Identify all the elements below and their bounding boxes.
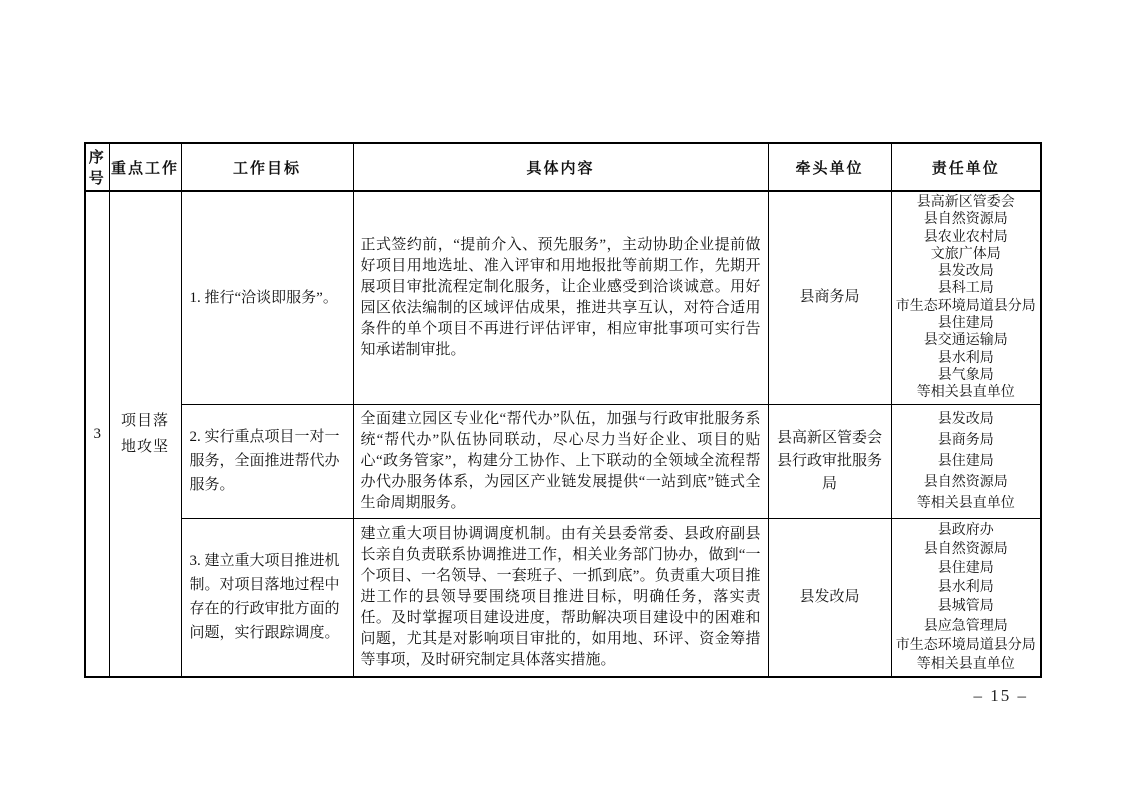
objective-cell: 2. 实行重点项目一对一服务，全面推进帮代办服务。	[181, 404, 353, 518]
unit-line: 县水利局	[937, 350, 994, 366]
table-header-row	[85, 143, 1041, 191]
unit-line: 县应急管理局	[923, 618, 1008, 634]
unit-line: 县高新区管委会	[776, 429, 882, 446]
index-cell: 3	[85, 191, 109, 677]
unit-line: 市生态环境局道县分局	[895, 298, 1036, 314]
unit-line: 市生态环境局道县分局	[895, 637, 1036, 653]
key-work-label: 项目落地攻坚	[121, 413, 170, 456]
unit-line: 县自然资源局	[923, 541, 1008, 557]
unit-line: 等相关县直单位	[916, 495, 1015, 511]
lead-unit-cell	[768, 191, 891, 404]
lead-unit-cell	[768, 404, 891, 518]
responsible-units-cell	[891, 404, 1041, 518]
key-work-cell	[109, 191, 181, 677]
unit-line: 文旅广体局	[930, 246, 1001, 262]
unit-line: 等相关县直单位	[916, 385, 1015, 401]
responsible-units-cell	[891, 191, 1041, 404]
unit-line: 县住建局	[937, 560, 994, 576]
unit-line: 县住建局	[937, 453, 994, 469]
unit-line: 县商务局	[799, 289, 860, 306]
unit-line: 县商务局	[937, 432, 994, 448]
page-number: – 15 –	[973, 686, 1028, 705]
unit-line: 等相关县直单位	[916, 656, 1015, 672]
content-cell: 建立重大项目协调调度机制。由有关县委常委、县政府副县长亲自负责联系协调推进工作，相关业务部门协办，做到“一个项目、一名领导、一套班子、一抓到底”。负责重大项目推进工作的县领导要围绕项目推进目标，明确任务，落实责任。及时掌握项目建设进度，帮助解决项目建设中的困难和问题，尤其是对影响项目审批的，如用地、环评、资金筹措等事项，及时研究制定具体落实措施。	[353, 518, 768, 677]
unit-line: 县水利局	[937, 580, 994, 596]
work-plan-table	[84, 142, 1042, 678]
col-header-objective: 工作目标	[181, 143, 353, 191]
unit-line: 县自然资源局	[923, 474, 1008, 490]
unit-line: 县高新区管委会	[916, 195, 1015, 210]
unit-line: 县住建局	[937, 316, 994, 332]
table-row	[85, 518, 1041, 677]
col-header-index: 序号	[85, 143, 109, 191]
unit-line: 县发改局	[937, 264, 994, 280]
table-row	[85, 404, 1041, 518]
unit-line: 县交通运输局	[923, 333, 1008, 349]
responsible-units-cell	[891, 518, 1041, 677]
content-cell: 正式签约前，“提前介入、预先服务”，主动协助企业提前做好项目用地选址、准入评审和用地报批等前期工作，先期开展项目审批流程定制化服务，让企业感受到洽谈诚意。用好园区依法编制的区域评估成果，推进共享互认，对符合适用条件的单个项目不再进行评估评审，相应审批事项可实行告知承诺制审批。	[353, 191, 768, 404]
unit-line: 县气象局	[937, 367, 994, 383]
table-row	[85, 191, 1041, 404]
col-header-content: 具体内容	[353, 143, 768, 191]
objective-cell: 1. 推行“洽谈即服务”。	[181, 191, 353, 404]
col-header-key-work: 重点工作	[109, 143, 181, 191]
col-header-responsible-unit: 责任单位	[891, 143, 1041, 191]
unit-line: 县农业农村局	[923, 229, 1008, 245]
unit-line: 县行政审批服务局	[776, 452, 882, 492]
content-cell: 全面建立园区专业化“帮代办”队伍，加强与行政审批服务系统“帮代办”队伍协同联动，尽心尽力当好企业、项目的贴心“政务管家”，构建分工协作、上下联动的全领域全流程帮办代办服务体系，为园区产业链发展提供“一站到底”链式全生命周期服务。	[353, 404, 768, 518]
unit-line: 县政府办	[937, 522, 994, 538]
unit-line: 县发改局	[799, 588, 860, 605]
unit-line: 县科工局	[937, 281, 994, 297]
col-header-lead-unit: 牵头单位	[768, 143, 891, 191]
objective-cell: 3. 建立重大项目推进机制。对项目落地过程中存在的行政审批方面的问题，实行跟踪调度。	[181, 518, 353, 677]
unit-line: 县城管局	[937, 599, 994, 615]
unit-line: 县发改局	[937, 411, 994, 427]
lead-unit-cell	[768, 518, 891, 677]
unit-line: 县自然资源局	[923, 212, 1008, 228]
